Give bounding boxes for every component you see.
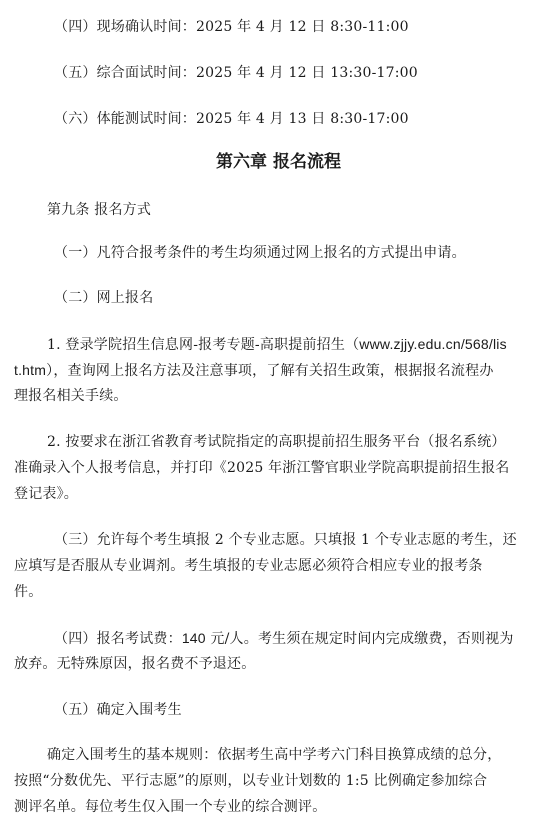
step1-line1 (0, 334, 557, 354)
paragraph3-line3: 件。 (14, 584, 43, 600)
fee-amount: 140 (181, 630, 206, 646)
paragraph-online-registration-heading: （二）网上报名 (54, 290, 154, 306)
fee-text: 元/人。考生须在规定时间内完成缴费，否则视为 (205, 631, 514, 647)
step2-line1: 2. 按要求在浙江省教育考试院指定的高职提前招生服务平台（报名系统） (47, 434, 506, 450)
schedule-interview: （五）综合面试时间：2025 年 4 月 12 日 13:30-17:00 (54, 65, 418, 81)
fee-label: （四）报名考试费： (54, 631, 182, 647)
admissions-url-part1: www.zjjy.edu.cn/568/lis (359, 336, 507, 352)
step1-line2 (0, 360, 557, 380)
paragraph6-line3: 测评名单。每位考生仅入围一个专业的综合测评。 (14, 799, 327, 815)
paragraph3-line2: 应填写是否服从专业调剂。考生填报的专业志愿必须符合相应专业的报考条 (14, 558, 483, 574)
step1-line3: 理报名相关手续。 (14, 388, 128, 404)
paragraph5-heading: （五）确定入围考生 (54, 702, 182, 718)
article-title: 第九条 报名方式 (47, 202, 152, 218)
schedule-fitness-test: （六）体能测试时间：2025 年 4 月 13 日 8:30-17:00 (54, 111, 409, 127)
paragraph6-line2: 按照“分数优先、平行志愿”的原则，以专业计划数的 1:5 比例确定参加综合 (14, 773, 488, 789)
paragraph-online-application: （一）凡符合报考条件的考生均须通过网上报名的方式提出申请。 (54, 245, 466, 261)
paragraph3-line1: （三）允许每个考生填报 2 个专业志愿。只填报 1 个专业志愿的考生，还 (54, 532, 517, 548)
step1-text: 1. 登录学院招生信息网-报考专题-高职提前招生（ (47, 337, 360, 353)
chapter-title: 第六章 报名流程 (216, 152, 341, 172)
step2-line3: 登记表》。 (14, 486, 78, 502)
admissions-url-part2: t.htm (14, 362, 47, 378)
paragraph4-line2: 放弃。无特殊原因，报名费不予退还。 (14, 656, 256, 672)
step1-text-cont: ），查询网上报名方法及注意事项，了解有关招生政策，根据报名流程办 (46, 363, 494, 379)
schedule-onsite-confirmation: （四）现场确认时间：2025 年 4 月 12 日 8:30-11:00 (54, 19, 409, 35)
paragraph4-line1 (0, 628, 557, 648)
paragraph6-line1: 确定入围考生的基本规则：依据考生高中学考六门科目换算成绩的总分， (47, 747, 502, 763)
step2-line2: 准确录入个人报考信息，并打印《2025 年浙江警官职业学院高职提前招生报名 (14, 460, 510, 476)
